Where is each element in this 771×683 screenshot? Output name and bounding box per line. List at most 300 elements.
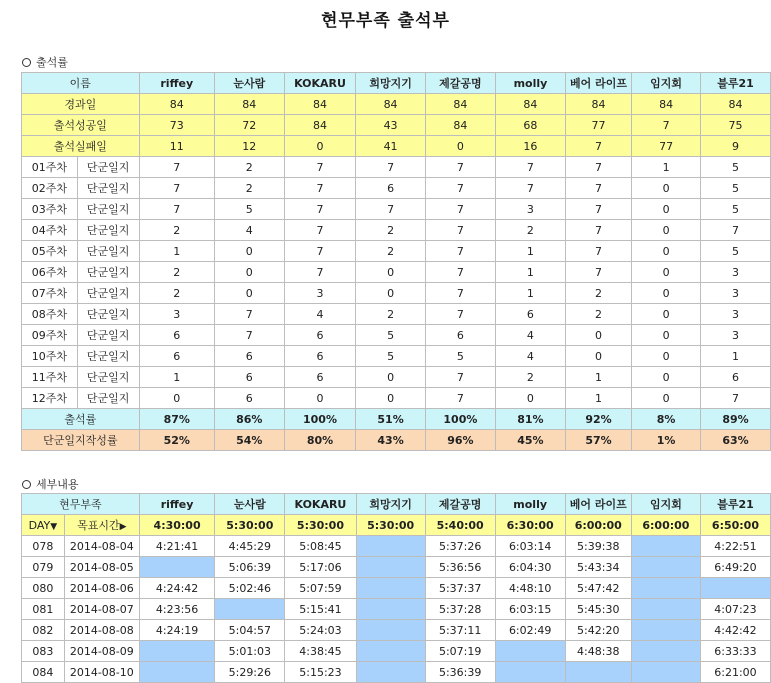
week-value: 7 xyxy=(284,262,356,283)
summary-value: 41 xyxy=(356,136,425,157)
week-value: 7 xyxy=(284,178,356,199)
summary-value: 16 xyxy=(496,136,566,157)
week-value: 7 xyxy=(565,157,631,178)
diary-rate-label: 단군일지작성률 xyxy=(22,430,140,451)
week-value: 6 xyxy=(139,325,214,346)
week-value: 2 xyxy=(214,157,284,178)
wake-time: 4:07:23 xyxy=(700,599,770,620)
wake-time xyxy=(356,641,425,662)
attendance-header-row xyxy=(22,73,771,94)
radio-icon xyxy=(22,480,31,489)
week-value: 6 xyxy=(214,346,284,367)
wake-time xyxy=(631,599,700,620)
wake-time xyxy=(356,599,425,620)
week-row xyxy=(22,283,771,304)
wake-time xyxy=(495,662,565,683)
summary-row xyxy=(22,136,771,157)
wake-time: 4:45:29 xyxy=(215,536,285,557)
member-header: 희망지기 xyxy=(356,494,425,515)
week-diary-label: 단군일지 xyxy=(77,283,139,304)
summary-value: 84 xyxy=(284,94,356,115)
week-value: 5 xyxy=(214,199,284,220)
week-value: 7 xyxy=(214,304,284,325)
detail-row xyxy=(22,536,771,557)
date: 2014-08-06 xyxy=(64,578,139,599)
diary-rate-value: 57% xyxy=(565,430,631,451)
wake-time: 4:38:45 xyxy=(285,641,356,662)
date: 2014-08-05 xyxy=(64,557,139,578)
wake-time xyxy=(631,557,700,578)
week-value: 2 xyxy=(356,304,425,325)
week-value: 7 xyxy=(700,220,770,241)
diary-rate-value: 45% xyxy=(496,430,566,451)
wake-time xyxy=(139,557,214,578)
week-value: 0 xyxy=(632,283,701,304)
week-value: 5 xyxy=(425,346,495,367)
week-value: 7 xyxy=(425,388,495,409)
week-value: 0 xyxy=(565,346,631,367)
summary-value: 84 xyxy=(700,94,770,115)
summary-value: 84 xyxy=(632,94,701,115)
week-diary-label: 단군일지 xyxy=(77,199,139,220)
wake-time: 5:47:42 xyxy=(565,578,631,599)
week-value: 7 xyxy=(565,262,631,283)
diary-rate-value: 80% xyxy=(284,430,356,451)
week-value: 7 xyxy=(425,220,495,241)
week-value: 4 xyxy=(214,220,284,241)
wake-time xyxy=(356,578,425,599)
radio-icon xyxy=(22,58,31,67)
detail-row xyxy=(22,578,771,599)
wake-time: 5:02:46 xyxy=(215,578,285,599)
diary-rate-value: 52% xyxy=(139,430,214,451)
attendance-table xyxy=(21,72,771,451)
week-value: 0 xyxy=(356,262,425,283)
week-value: 2 xyxy=(214,178,284,199)
wake-time: 5:15:41 xyxy=(285,599,356,620)
target-time-header xyxy=(64,515,139,536)
wake-time: 6:04:30 xyxy=(495,557,565,578)
member-header: KOKARU xyxy=(285,494,356,515)
wake-time: 5:15:23 xyxy=(285,662,356,683)
week-value: 1 xyxy=(496,241,566,262)
wake-time xyxy=(631,641,700,662)
wake-time: 6:03:15 xyxy=(495,599,565,620)
summary-label: 출석실패일 xyxy=(22,136,140,157)
wake-time: 5:43:34 xyxy=(565,557,631,578)
wake-time: 5:01:03 xyxy=(215,641,285,662)
week-value: 0 xyxy=(356,283,425,304)
summary-value: 0 xyxy=(284,136,356,157)
week-value: 5 xyxy=(700,178,770,199)
wake-time: 5:45:30 xyxy=(565,599,631,620)
week-value: 7 xyxy=(139,157,214,178)
week-row xyxy=(22,388,771,409)
day-number: 084 xyxy=(22,662,65,683)
week-label: 07주차 xyxy=(22,283,78,304)
summary-label: 출석성공일 xyxy=(22,115,140,136)
target-row xyxy=(22,515,771,536)
wake-time: 5:36:56 xyxy=(425,557,495,578)
summary-value: 7 xyxy=(632,115,701,136)
date: 2014-08-07 xyxy=(64,599,139,620)
target-time: 4:30:00 xyxy=(139,515,214,536)
week-value: 4 xyxy=(284,304,356,325)
summary-row xyxy=(22,115,771,136)
wake-time: 5:07:19 xyxy=(425,641,495,662)
week-row xyxy=(22,262,771,283)
week-value: 7 xyxy=(565,241,631,262)
week-value: 5 xyxy=(700,157,770,178)
week-value: 6 xyxy=(214,367,284,388)
week-value: 1 xyxy=(139,241,214,262)
week-value: 7 xyxy=(496,178,566,199)
member-header: 눈사람 xyxy=(214,73,284,94)
rate-value: 87% xyxy=(139,409,214,430)
week-value: 7 xyxy=(356,199,425,220)
details-section-label: 세부내용 xyxy=(36,478,79,491)
summary-value: 84 xyxy=(139,94,214,115)
week-value: 5 xyxy=(700,199,770,220)
wake-time: 4:48:10 xyxy=(495,578,565,599)
week-value: 7 xyxy=(284,220,356,241)
member-header: riffey xyxy=(139,73,214,94)
wake-time: 5:37:37 xyxy=(425,578,495,599)
week-label: 12주차 xyxy=(22,388,78,409)
week-value: 7 xyxy=(425,178,495,199)
summary-value: 43 xyxy=(356,115,425,136)
week-value: 7 xyxy=(284,157,356,178)
wake-time: 4:42:42 xyxy=(700,620,770,641)
member-header: 블루21 xyxy=(700,494,770,515)
detail-row xyxy=(22,599,771,620)
week-value: 3 xyxy=(700,283,770,304)
wake-time: 5:06:39 xyxy=(215,557,285,578)
week-value: 7 xyxy=(565,178,631,199)
week-value: 4 xyxy=(496,325,566,346)
target-time: 6:50:00 xyxy=(700,515,770,536)
week-value: 5 xyxy=(356,346,425,367)
diary-rate-row xyxy=(22,430,771,451)
attendance-section-header xyxy=(22,54,68,70)
week-diary-label: 단군일지 xyxy=(77,325,139,346)
rate-value: 100% xyxy=(284,409,356,430)
week-value: 6 xyxy=(139,346,214,367)
summary-value: 84 xyxy=(284,115,356,136)
week-value: 3 xyxy=(700,325,770,346)
wake-time: 5:39:38 xyxy=(565,536,631,557)
week-value: 0 xyxy=(632,388,701,409)
week-value: 0 xyxy=(565,325,631,346)
week-value: 5 xyxy=(700,241,770,262)
week-value: 0 xyxy=(214,262,284,283)
diary-rate-value: 96% xyxy=(425,430,495,451)
wake-time xyxy=(356,557,425,578)
wake-time xyxy=(495,641,565,662)
week-value: 7 xyxy=(425,241,495,262)
wake-time xyxy=(631,620,700,641)
week-value: 7 xyxy=(139,178,214,199)
day-number: 080 xyxy=(22,578,65,599)
week-value: 0 xyxy=(214,283,284,304)
member-header: 베어 라이프 xyxy=(565,494,631,515)
rate-value: 51% xyxy=(356,409,425,430)
week-value: 2 xyxy=(496,220,566,241)
week-label: 06주차 xyxy=(22,262,78,283)
attendance-rate-row xyxy=(22,409,771,430)
target-time: 5:30:00 xyxy=(215,515,285,536)
member-header: 제갈공명 xyxy=(425,494,495,515)
week-label: 08주차 xyxy=(22,304,78,325)
week-value: 3 xyxy=(700,304,770,325)
week-value: 7 xyxy=(425,157,495,178)
date: 2014-08-09 xyxy=(64,641,139,662)
week-value: 6 xyxy=(496,304,566,325)
week-row xyxy=(22,220,771,241)
diary-rate-value: 1% xyxy=(632,430,701,451)
week-row xyxy=(22,178,771,199)
week-value: 0 xyxy=(632,304,701,325)
wake-time xyxy=(215,599,285,620)
summary-row xyxy=(22,94,771,115)
target-time: 5:40:00 xyxy=(425,515,495,536)
week-value: 0 xyxy=(356,367,425,388)
week-label: 02주차 xyxy=(22,178,78,199)
wake-time: 5:42:20 xyxy=(565,620,631,641)
rate-value: 81% xyxy=(496,409,566,430)
summary-value: 77 xyxy=(565,115,631,136)
member-header: KOKARU xyxy=(284,73,356,94)
week-label: 03주차 xyxy=(22,199,78,220)
wake-time: 5:04:57 xyxy=(215,620,285,641)
week-value: 7 xyxy=(425,199,495,220)
week-value: 2 xyxy=(139,220,214,241)
detail-row xyxy=(22,641,771,662)
tribe-header: 현무부족 xyxy=(22,494,140,515)
week-value: 0 xyxy=(632,199,701,220)
week-value: 7 xyxy=(356,157,425,178)
wake-time: 5:08:45 xyxy=(285,536,356,557)
week-label: 05주차 xyxy=(22,241,78,262)
week-label: 04주차 xyxy=(22,220,78,241)
summary-value: 68 xyxy=(496,115,566,136)
week-value: 2 xyxy=(139,262,214,283)
week-value: 6 xyxy=(284,346,356,367)
summary-value: 84 xyxy=(356,94,425,115)
summary-value: 73 xyxy=(139,115,214,136)
member-header: riffey xyxy=(139,494,214,515)
week-diary-label: 단군일지 xyxy=(77,388,139,409)
week-row xyxy=(22,199,771,220)
week-diary-label: 단군일지 xyxy=(77,262,139,283)
week-value: 7 xyxy=(565,220,631,241)
week-value: 1 xyxy=(496,283,566,304)
week-value: 7 xyxy=(565,199,631,220)
day-number: 082 xyxy=(22,620,65,641)
summary-value: 9 xyxy=(700,136,770,157)
rate-value: 86% xyxy=(214,409,284,430)
day-number: 081 xyxy=(22,599,65,620)
wake-time: 4:24:19 xyxy=(139,620,214,641)
summary-value: 84 xyxy=(425,115,495,136)
member-header: 희망지기 xyxy=(356,73,425,94)
wake-time xyxy=(356,620,425,641)
week-value: 3 xyxy=(496,199,566,220)
week-value: 3 xyxy=(700,262,770,283)
week-diary-label: 단군일지 xyxy=(77,346,139,367)
details-header-row xyxy=(22,494,771,515)
summary-value: 0 xyxy=(425,136,495,157)
member-header: 눈사람 xyxy=(215,494,285,515)
week-row xyxy=(22,304,771,325)
wake-time: 6:02:49 xyxy=(495,620,565,641)
rate-value: 100% xyxy=(425,409,495,430)
week-value: 6 xyxy=(700,367,770,388)
member-header: 블루21 xyxy=(700,73,770,94)
week-diary-label: 단군일지 xyxy=(77,367,139,388)
week-value: 1 xyxy=(632,157,701,178)
week-value: 3 xyxy=(284,283,356,304)
week-label: 10주차 xyxy=(22,346,78,367)
week-value: 6 xyxy=(425,325,495,346)
wake-time: 6:03:14 xyxy=(495,536,565,557)
day-label: DAY xyxy=(28,518,51,532)
week-label: 09주차 xyxy=(22,325,78,346)
week-value: 0 xyxy=(284,388,356,409)
detail-row xyxy=(22,662,771,683)
week-value: 6 xyxy=(284,325,356,346)
week-value: 7 xyxy=(425,262,495,283)
day-number: 083 xyxy=(22,641,65,662)
member-header: 제갈공명 xyxy=(425,73,495,94)
week-value: 2 xyxy=(565,283,631,304)
wake-time: 4:24:42 xyxy=(139,578,214,599)
date: 2014-08-08 xyxy=(64,620,139,641)
attendance-section-label: 출석률 xyxy=(36,56,68,69)
week-value: 1 xyxy=(565,367,631,388)
member-header: molly xyxy=(496,73,566,94)
member-header: 임지회 xyxy=(631,494,700,515)
week-value: 2 xyxy=(139,283,214,304)
week-value: 1 xyxy=(496,262,566,283)
week-value: 7 xyxy=(284,199,356,220)
summary-value: 72 xyxy=(214,115,284,136)
summary-value: 84 xyxy=(425,94,495,115)
wake-time xyxy=(356,662,425,683)
wake-time: 4:21:41 xyxy=(139,536,214,557)
week-diary-label: 단군일지 xyxy=(77,304,139,325)
week-value: 2 xyxy=(356,220,425,241)
wake-time: 5:37:11 xyxy=(425,620,495,641)
week-value: 1 xyxy=(700,346,770,367)
wake-time: 6:49:20 xyxy=(700,557,770,578)
week-value: 0 xyxy=(632,241,701,262)
wake-time xyxy=(139,641,214,662)
wake-time: 5:37:28 xyxy=(425,599,495,620)
play-arrow-icon: ▶ xyxy=(119,522,127,532)
rate-label: 출석률 xyxy=(22,409,140,430)
wake-time: 5:24:03 xyxy=(285,620,356,641)
summary-value: 11 xyxy=(139,136,214,157)
target-time: 5:30:00 xyxy=(285,515,356,536)
week-value: 6 xyxy=(214,388,284,409)
week-value: 1 xyxy=(565,388,631,409)
wake-time: 4:48:38 xyxy=(565,641,631,662)
week-value: 7 xyxy=(425,304,495,325)
wake-time: 6:21:00 xyxy=(700,662,770,683)
sort-down-icon: ▼ xyxy=(50,521,58,532)
week-value: 2 xyxy=(356,241,425,262)
week-value: 1 xyxy=(139,367,214,388)
diary-rate-value: 63% xyxy=(700,430,770,451)
wake-time xyxy=(565,662,631,683)
week-row xyxy=(22,241,771,262)
wake-time: 6:33:33 xyxy=(700,641,770,662)
wake-time xyxy=(139,662,214,683)
week-value: 7 xyxy=(284,241,356,262)
wake-time: 5:29:26 xyxy=(215,662,285,683)
summary-value: 77 xyxy=(632,136,701,157)
week-row xyxy=(22,325,771,346)
name-header: 이름 xyxy=(22,73,140,94)
week-diary-label: 단군일지 xyxy=(77,157,139,178)
week-value: 0 xyxy=(139,388,214,409)
target-time: 6:00:00 xyxy=(565,515,631,536)
week-value: 7 xyxy=(496,157,566,178)
summary-label: 경과일 xyxy=(22,94,140,115)
week-value: 0 xyxy=(632,325,701,346)
rate-value: 8% xyxy=(632,409,701,430)
week-value: 6 xyxy=(356,178,425,199)
summary-value: 84 xyxy=(565,94,631,115)
week-row xyxy=(22,157,771,178)
week-label: 01주차 xyxy=(22,157,78,178)
week-value: 0 xyxy=(632,262,701,283)
week-value: 7 xyxy=(425,283,495,304)
wake-time: 5:37:26 xyxy=(425,536,495,557)
date: 2014-08-04 xyxy=(64,536,139,557)
week-value: 2 xyxy=(496,367,566,388)
wake-time: 5:17:06 xyxy=(285,557,356,578)
week-value: 0 xyxy=(632,178,701,199)
summary-value: 84 xyxy=(214,94,284,115)
details-section-header xyxy=(22,476,79,492)
week-diary-label: 단군일지 xyxy=(77,220,139,241)
week-value: 4 xyxy=(496,346,566,367)
detail-row xyxy=(22,557,771,578)
day-sort-header[interactable] xyxy=(22,515,65,536)
summary-value: 7 xyxy=(565,136,631,157)
day-number: 078 xyxy=(22,536,65,557)
week-row xyxy=(22,367,771,388)
details-table xyxy=(21,493,771,683)
week-value: 0 xyxy=(496,388,566,409)
summary-value: 84 xyxy=(496,94,566,115)
day-number: 079 xyxy=(22,557,65,578)
summary-value: 75 xyxy=(700,115,770,136)
week-value: 3 xyxy=(139,304,214,325)
wake-time: 5:07:59 xyxy=(285,578,356,599)
week-value: 0 xyxy=(632,220,701,241)
date: 2014-08-10 xyxy=(64,662,139,683)
wake-time xyxy=(356,536,425,557)
wake-time xyxy=(631,536,700,557)
week-value: 0 xyxy=(356,388,425,409)
wake-time xyxy=(631,578,700,599)
week-value: 6 xyxy=(284,367,356,388)
week-row xyxy=(22,346,771,367)
wake-time xyxy=(700,578,770,599)
